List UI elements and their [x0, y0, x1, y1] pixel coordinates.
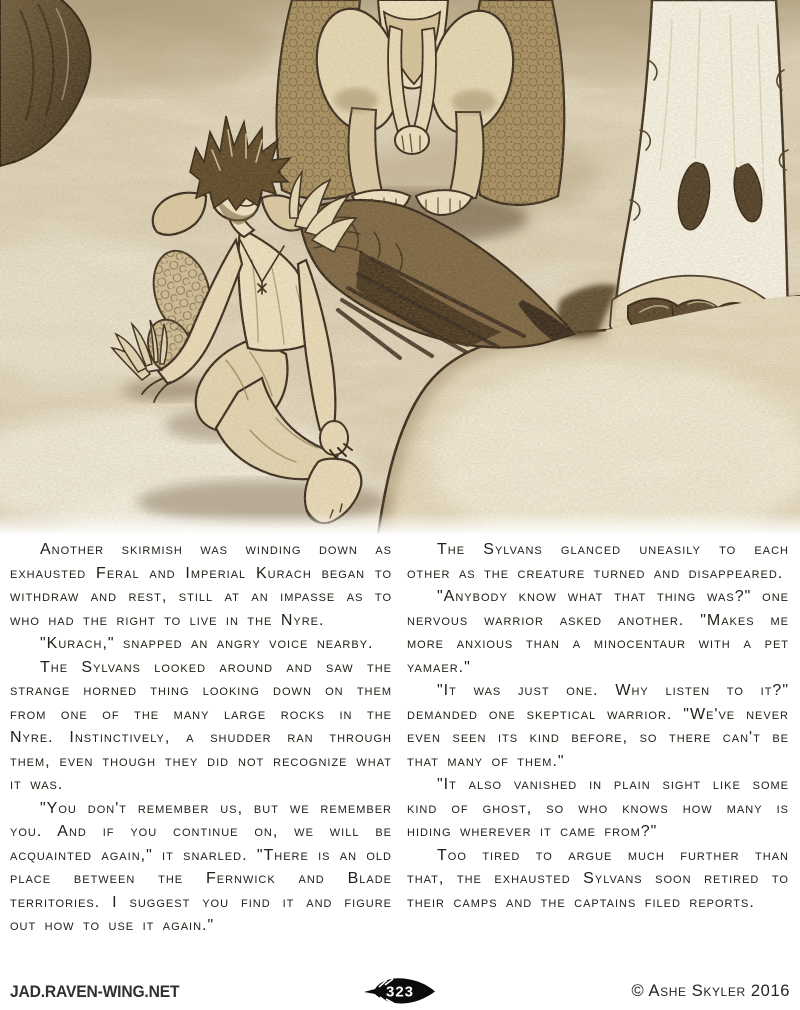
story-text	[10, 538, 790, 938]
page-number-feather	[363, 976, 437, 1006]
paragraph: "Anybody know what that thing was?" one nervous warrior asked another. "Makes me more anxious than a minocentaur with a pet yamaer."	[407, 588, 789, 676]
bottom-fade	[0, 512, 800, 535]
paragraph: "It was just one. Why listen to it?" demanded one skeptical warrior. "We've never even seen its kind before, so there can't be that many of them."	[407, 682, 789, 770]
story-column-left	[10, 538, 392, 938]
page-number: 323	[385, 983, 415, 1001]
site-url: JAD.RAVEN-WING.NET	[10, 982, 180, 1001]
paragraph: The Sylvans looked around and saw the strange horned thing looking down on them from one of the many large rocks in the Nyre. Instinctively, a shudder ran through them, even though they did not recognize what it was.	[10, 658, 392, 793]
story-column-right	[407, 538, 789, 938]
copyright: © Ashe Skyler 2016	[631, 982, 790, 1000]
paragraph: "Kurach," snapped an angry voice nearby.	[40, 635, 374, 652]
paragraph: "It also vanished in plain sight like some kind of ghost, so who knows how many is hiding wherever it came from?"	[407, 776, 789, 840]
paragraph: The Sylvans glanced uneasily to each other as the creature turned and disappeared.	[407, 541, 789, 582]
paragraph: Too tired to argue much further than that, the exhausted Sylvans soon retired to their camps and the captains filed reports.	[407, 846, 789, 911]
paragraph: Another skirmish was winding down as exhausted Feral and Imperial Kurach began to withdraw and rest, still at an impasse as to who had the right to live in the Nyre.	[10, 541, 392, 629]
paragraph: "You don't remember us, but we remember you. And if you continue on, we will be acquainted again," it snarled. "There is an old place between the Fernwick and Blade territories. I suggest you find it and figure out how to use it again."	[10, 799, 392, 934]
page-footer	[10, 974, 790, 1006]
